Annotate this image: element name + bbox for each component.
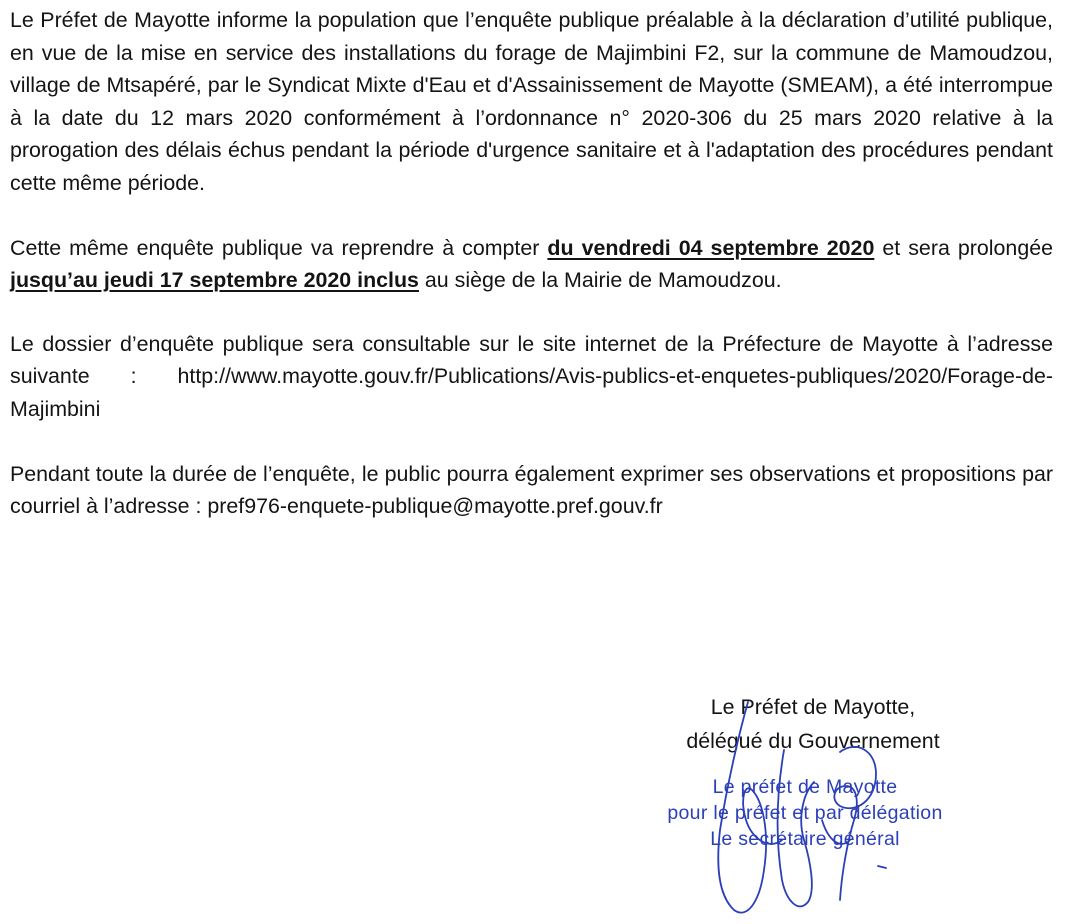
- paragraph-resumption: [10, 232, 1053, 297]
- end-date: jusqu’au jeudi 17 septembre 2020 inclus: [10, 268, 419, 293]
- stamp-line-1: Le préfet de Mayotte: [712, 776, 898, 798]
- paragraph-interruption: Le Préfet de Mayotte informe la population que l’enquête publique préalable à la déclaration d’utilité publique, en vue de la mise en service des installations du forage de Majimbini F2, sur la commune de Mamoudzou, village de Mtsapéré, par le Syndicat Mixte d'Eau et d'Assainissement de Mayotte (SMEAM), a été interrompue à la date du 12 mars 2020 conformément à l’ordonnance n° 2020-306 du 25 mars 2020 relative à la prorogation des délais échus pendant la période d'urgence sanitaire et à l'adaptation des procédures pendant cette même période.: [10, 8, 1053, 195]
- paragraph-dossier: [10, 328, 1053, 426]
- resumption-text-1: Cette même enquête publique va reprendre à compter: [10, 235, 548, 260]
- dossier-url[interactable]: http://www.mayotte.gouv.fr/Publications/Avis-publics-et-enquetes-publiques/2020/Forage-de-Majimbini: [10, 364, 1053, 421]
- signatory-subtitle: délégué du Gouvernement: [686, 729, 940, 753]
- notice-document: [10, 4, 1053, 523]
- stamp-line-3: Le secrétaire général: [710, 828, 900, 850]
- handwritten-signature-icon: [690, 690, 910, 924]
- dossier-text: Le dossier d’enquête publique sera consultable sur le site internet de la Préfecture de Mayotte à l’adresse suivante :: [10, 331, 1053, 389]
- start-date: du vendredi 04 septembre 2020: [547, 235, 875, 260]
- contact-email[interactable]: pref976-enquete-publique@mayotte.pref.gouv.fr: [207, 494, 663, 519]
- resumption-text-2: et sera prolongée: [874, 235, 1054, 260]
- signatory-title: Le Préfet de Mayotte,: [710, 695, 916, 719]
- stamp-line-2: pour le préfet et par délégation: [667, 802, 943, 824]
- observations-text: Pendant toute la durée de l’enquête, le public pourra également exprimer ses observations et propositions par courriel à l’adresse :: [10, 461, 1053, 519]
- paragraph-observations: [10, 458, 1053, 523]
- resumption-text-3: au siège de la Mairie de Mamoudzou.: [418, 268, 782, 293]
